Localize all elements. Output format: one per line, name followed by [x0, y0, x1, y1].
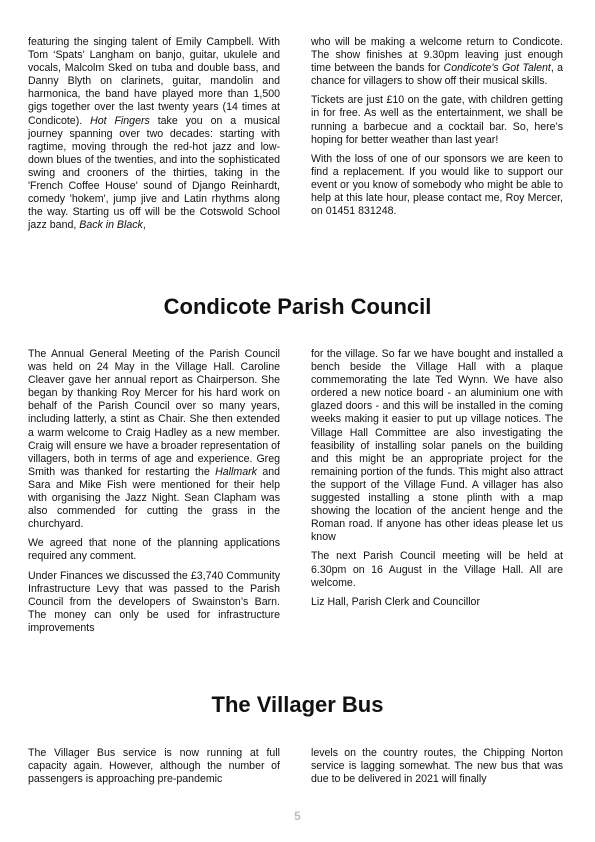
section-villager-bus — [28, 747, 563, 786]
text-column-left — [28, 348, 280, 635]
page-number: 5 — [294, 809, 301, 823]
italic-title: Hallmark — [215, 465, 257, 478]
text-column-right — [311, 36, 563, 232]
section-jazz-continued — [28, 36, 563, 232]
paragraph: who will be making a welcome return to Condicote. The show finishes at 9.30pm leaving just enough time between the bands for Condicote’s Got Talent, a chance for villagers to show off their musical skills. — [311, 36, 563, 88]
paragraph: With the loss of one of our sponsors we are keen to find a replacement. If you would like to support our event or you know of somebody who might be able to help at this late hour, please contact me, Roy Mercer, on 01451 831248. — [311, 152, 563, 218]
paragraph: The next Parish Council meeting will be held at 6.30pm on 16 August in the Village Hall. All are welcome. — [311, 550, 563, 589]
text-column-right — [311, 348, 563, 635]
paragraph: Under Finances we discussed the £3,740 Community Infrastructure Levy that was passed to the Parish Council from the developers of Swainston’s Barn. The money can only be used for infrastructure improvements — [28, 569, 280, 634]
paragraph: We agreed that none of the planning applications required any comment. — [28, 537, 280, 563]
italic-title: Back in Black — [79, 219, 143, 232]
italic-title: Hot Fingers — [90, 114, 150, 127]
section-heading-parish-council: Condicote Parish Council — [163, 294, 432, 319]
paragraph: Tickets are just £10 on the gate, with children getting in for free. As well as the entertainment, we shall be running a barbecue and a cocktail bar. So, here’s hoping for better weather than last year! — [311, 94, 563, 146]
paragraph: Liz Hall, Parish Clerk and Councillor — [311, 595, 480, 608]
paragraph: featuring the singing talent of Emily Campbell. With Tom ‘Spats’ Langham on banjo, guitar, ukulele and vocals, Malcolm Sked on tuba and double bass, and Danny Blyth on clarinets, guitar, mandolin and harmonica, the band have played more than 1,500 gigs together over the last twenty years (14 times at Condicote). Hot Fingers take you on a musical journey spanning over two decades: starting with ragtime, moving through the red-hot jazz and low-down blues of the twenties, and into the sophisticated swing and crooners of the thirties, taking in the 'French Coffee House' sound of Django Reinhardt, comedy 'hokem', jump jive and Latin rhythms along the way. Starting us off will be the Cotswold School jazz band, Back in Black, — [28, 36, 280, 232]
paragraph: levels on the country routes, the Chipping Norton service is lagging somewhat. The new bus that was due to be delivered in 2021 will finally — [311, 747, 563, 786]
italic-title: Condicote’s Got Talent — [443, 62, 551, 75]
paragraph: The Villager Bus service is now running at full capacity again. However, although the number of passengers is approaching pre-pandemic — [28, 747, 280, 786]
paragraph: The Annual General Meeting of the Parish Council was held on 24 May in the Village Hall. Caroline Cleaver gave her annual report as Chairperson. She began by thanking Roy Mercer for his hard work on behalf of the Parish Council over so many years, including latterly, a stint as Chair. She then extended a warm welcome to Craig Hadley as a new member. Craig will ensure we have a broader representation of villagers, both in terms of age and experience. Greg Smith was thanked for restarting the Hallmark and Sara and Mike Fish were mentioned for their help with organising the Jazz Night. Sean Clapham was also commended for cutting the grass in the churchyard. — [28, 348, 280, 531]
section-parish-council — [28, 348, 563, 635]
text-column-left — [28, 747, 280, 786]
paragraph: for the village. So far we have bought and installed a bench beside the Village Hall with a plaque commemorating the late Ted Wynn. We have also ordered a new notice board - an aluminium one with glazed doors - and this will be installed in the coming weeks making it easier to put up village notices. The Village Hall Committee are also investigating the feasibility of installing solar panels on the building and this might be an appropriate project for the remaining portion of the funds. This might also attract the support of the Village Fund. A villager has also suggested installing a stone plinth with a map showing the location of the ancient henge and the Roman road. If anyone has other ideas please let us know — [311, 348, 563, 544]
section-heading-villager-bus: The Villager Bus — [211, 692, 384, 717]
text-column-right — [311, 747, 563, 786]
text-column-left — [28, 36, 280, 232]
